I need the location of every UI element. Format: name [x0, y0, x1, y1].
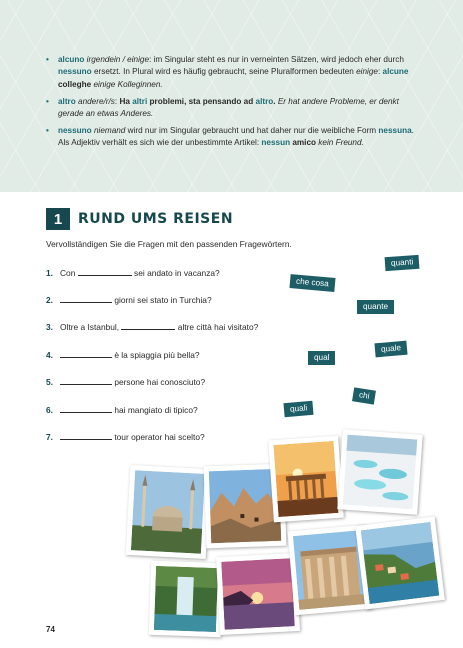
question-text: Con [60, 268, 78, 278]
rule-nessuno [46, 125, 416, 150]
library-ruins-image [293, 530, 367, 610]
question-number: 3. [46, 322, 53, 332]
rule-altro [46, 96, 416, 121]
rule-translation: einige Kolleginnen. [93, 79, 163, 89]
photo-mosque [126, 465, 211, 559]
bullet-icon: • [46, 96, 49, 106]
question-text: Oltre a Istanbul, [60, 322, 122, 332]
rule-gloss: irgendein / einige [86, 55, 150, 64]
rule-gloss: einige [356, 67, 378, 77]
question-text: giorni sei stato in Turchia? [112, 295, 212, 305]
exercise-heading [46, 208, 233, 230]
word-tag-quali[interactable]: quali [283, 401, 313, 418]
exercise-number-badge: 1 [46, 208, 70, 230]
photo-pamukkale [337, 429, 422, 514]
photo-sunset [216, 553, 300, 635]
rule-text: wird nur im Singular gebraucht und hat daher nur die weibliche Form [125, 126, 379, 136]
rule-translation: kein Freund. [316, 138, 364, 148]
question-number: 6. [46, 405, 53, 415]
word-tag-quante[interactable]: quante [357, 300, 394, 314]
rule-word: nessuno [58, 126, 92, 136]
rule-word: altro [58, 96, 76, 106]
answer-blank[interactable] [78, 270, 132, 276]
rule-example: problemi, sta pensando ad [147, 96, 256, 106]
harbour-image [361, 522, 439, 604]
answer-blank[interactable] [60, 434, 112, 440]
question-1 [46, 268, 220, 278]
exercise-title: RUND UMS REISEN [78, 211, 234, 227]
rule-example: Ha [119, 96, 133, 106]
word-tag-che-cosa[interactable]: che cosa [289, 274, 335, 292]
rule-text: : [377, 67, 383, 77]
question-text: tour operator hai scelto? [112, 432, 205, 442]
question-text: persone hai conosciuto? [112, 377, 206, 387]
question-text: altre città hai visitato? [175, 322, 259, 332]
rule-gloss: niemand [91, 126, 126, 136]
answer-blank[interactable] [60, 297, 112, 303]
word-tag-qual[interactable]: qual [308, 351, 335, 365]
word-tag-quale[interactable]: quale [374, 341, 407, 358]
rule-gloss: andere/r/s [75, 96, 115, 106]
rule-text: . Als Adjektiv verhält es sich wie der unbestimmte Artikel: [58, 126, 414, 148]
question-2 [46, 295, 212, 305]
mosque-image [131, 470, 205, 554]
rule-example: altri [132, 96, 148, 106]
question-number: 2. [46, 295, 53, 305]
answer-blank[interactable] [121, 324, 175, 330]
grammar-rules-list [46, 54, 416, 154]
exercise-instruction: Vervollständigen Sie die Fragen mit den passenden Fragewörtern. [46, 239, 292, 249]
word-tag-quanti[interactable]: quanti [385, 255, 420, 271]
photo-waterfall [149, 561, 224, 637]
answer-blank[interactable] [60, 407, 112, 413]
question-text: sei andato in vacanza? [131, 268, 220, 278]
question-6 [46, 405, 198, 415]
word-tag-chi[interactable]: chi [352, 387, 376, 404]
rule-alcuno [46, 54, 416, 91]
temple-image [274, 441, 339, 517]
rule-example: nessun [261, 138, 291, 148]
rule-word: nessuna [378, 126, 412, 136]
rule-example: alcune [382, 67, 409, 77]
question-number: 4. [46, 350, 53, 360]
question-3 [46, 322, 258, 332]
rule-example: altro [255, 96, 274, 106]
question-4 [46, 350, 200, 360]
photo-temple [268, 436, 344, 523]
rule-text: : [114, 96, 120, 106]
question-number: 1. [46, 268, 53, 278]
question-number: 5. [46, 377, 53, 387]
rule-example: amico [290, 138, 317, 148]
question-7 [46, 432, 205, 442]
sunset-image [221, 558, 294, 630]
answer-blank[interactable] [60, 352, 112, 358]
rule-text: ersetzt. In Plural wird es häufig gebraucht, seine Pluralformen bedeuten [91, 67, 357, 77]
rule-example: colleghe [58, 79, 94, 89]
page-number: 74 [46, 625, 55, 634]
question-5 [46, 377, 205, 387]
rule-example: . [273, 96, 276, 106]
answer-blank[interactable] [60, 379, 112, 385]
rule-word: alcuno [58, 55, 85, 64]
rule-translation: Er hat andere Probleme, er denkt gerade an etwas Anderes. [58, 96, 399, 119]
rule-word: nessuno [58, 67, 92, 77]
photo-harbour [355, 516, 445, 609]
bullet-icon: • [46, 55, 49, 64]
rule-text: : im Singular steht es nur in verneinten Sätzen, wird jedoch eher durch [149, 55, 404, 64]
bullet-icon: • [46, 126, 49, 136]
pamukkale-image [343, 435, 418, 510]
question-text: è la spiaggia più bella? [112, 350, 200, 360]
waterfall-image [154, 566, 218, 632]
question-number: 7. [46, 432, 53, 442]
question-text: hai mangiato di tipico? [112, 405, 198, 415]
